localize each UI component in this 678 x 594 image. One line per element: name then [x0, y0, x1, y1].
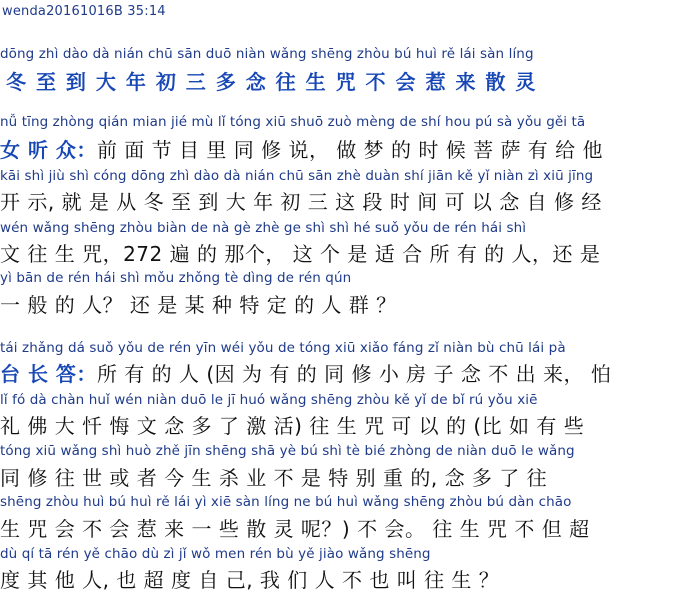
pinyin-line: shēng zhòu huì bú huì rě lái yì xiē sàn líng ne bú huì wǎng shēng zhòu bú dàn chāo	[0, 494, 572, 510]
hanzi-line: 文 往 生 咒，272 遍 的 那个， 这 个 是 适 合 所 有 的 人，还 是	[0, 242, 601, 266]
hanzi-line: 生 咒 会 不 会 惹 来 一 些 散 灵 呢？) 不 会。 往 生 咒 不 但 超	[0, 517, 590, 541]
title-hanzi-line: 冬 至 到 大 年 初 三 多 念 往 生 咒 不 会 惹 来 散 灵	[6, 70, 537, 94]
speech-text: 所 有 的 人 (因 为 有 的 同 修 小 房 子 念 不 出 来， 怕	[96, 362, 612, 386]
speaker-label: 女 听 众：	[0, 138, 97, 162]
pinyin-line: dù qí tā rén yě chāo dù zì jǐ wǒ men rén bù yě jiào wǎng shēng	[0, 546, 431, 562]
speaker-label: 台 长 答：	[0, 362, 97, 386]
hanzi-line: 一 般 的 人？ 还 是 某 种 特 定 的 人 群 ？	[0, 293, 397, 317]
page-header: wenda20161016B 35:14	[2, 4, 166, 19]
pinyin-line: wén wǎng shēng zhòu biàn de nà gè zhè ge shì shì hé suǒ yǒu de rén hái shì	[0, 220, 527, 236]
pinyin-line: tái zhǎng dá suǒ yǒu de rén yīn wéi yǒu de tóng xiū xiǎo fáng zǐ niàn bù chū lái pà	[0, 340, 566, 356]
pinyin-line: lǐ fó dà chàn huǐ wén niàn duō le jī huó wǎng shēng zhòu kě yǐ de bǐ rú yǒu xiē	[0, 392, 538, 408]
hanzi-line: 开 示, 就 是 从 冬 至 到 大 年 初 三 这 段 时 间 可 以 念 自 修 经	[0, 190, 602, 214]
hanzi-line	[0, 358, 611, 387]
speech-text: 前 面 节 目 里 同 修 说， 做 梦 的 时 候 菩 萨 有 给 他	[96, 138, 604, 162]
pinyin-line: yì bān de rén hái shì mǒu zhǒng tè dìng de rén qún	[0, 270, 352, 286]
hanzi-line: 礼 佛 大 忏 悔 文 念 多 了 激 活) 往 生 咒 可 以 的 (比 如 有 些	[0, 414, 585, 438]
pinyin-line: tóng xiū wǎng shì huò zhě jīn shēng shā yè bú shì tè bié zhòng de niàn duō le wǎng	[0, 443, 575, 459]
hanzi-line	[0, 134, 603, 163]
hanzi-line: 同 修 往 世 或 者 今 生 杀 业 不 是 特 别 重 的, 念 多 了 往	[0, 466, 548, 490]
hanzi-line: 度 其 他 人, 也 超 度 自 己, 我 们 人 不 也 叫 往 生 ？	[0, 568, 500, 592]
pinyin-line: nǚ tīng zhòng qián mian jié mù lǐ tóng xiū shuō zuò mèng de shí hou pú sà yǒu gěi tā	[0, 114, 586, 130]
pinyin-line: kāi shì jiù shì cóng dōng zhì dào dà nián chū sān zhè duàn shí jiān kě yǐ niàn zì xiū jīng	[0, 168, 594, 184]
pinyin-line: dōng zhì dào dà nián chū sān duō niàn wǎng shēng zhòu bú huì rě lái sàn líng	[0, 46, 534, 62]
